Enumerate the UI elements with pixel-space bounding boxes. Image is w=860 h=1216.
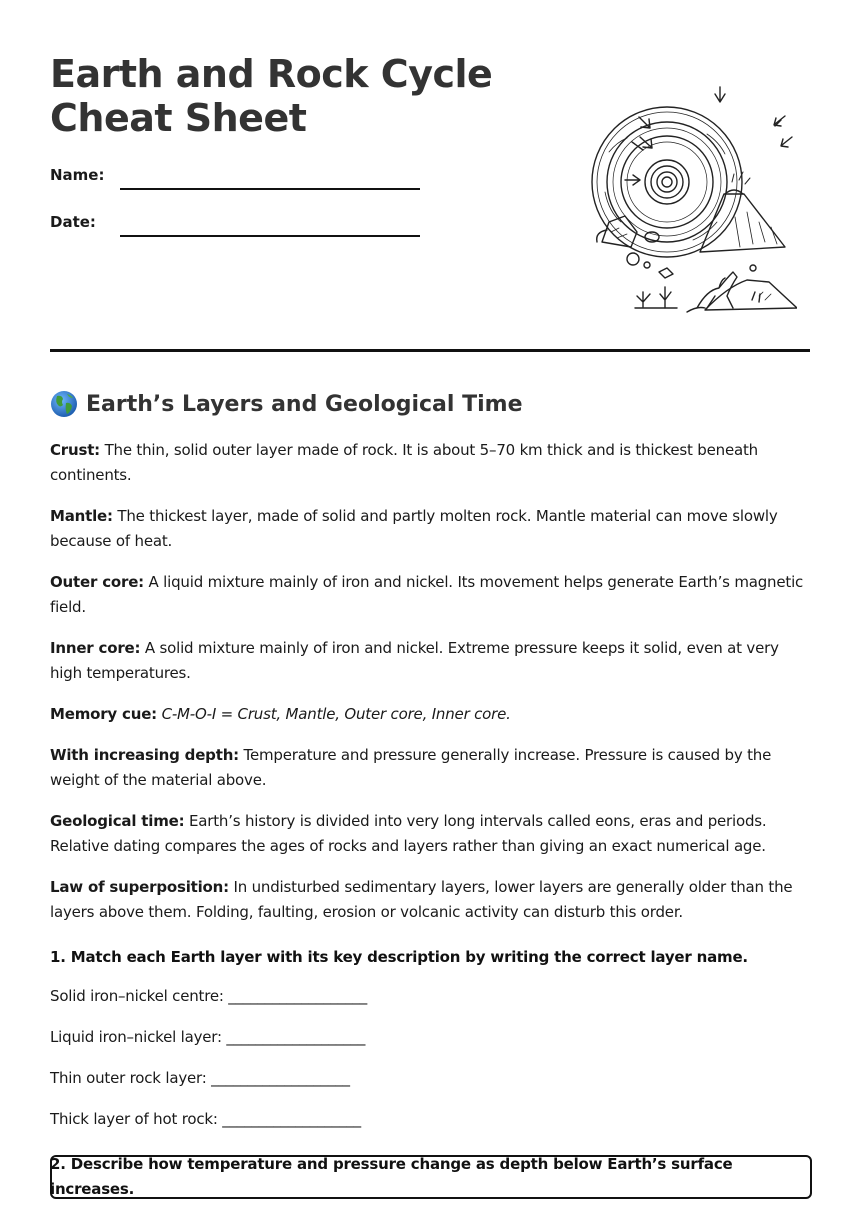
section-heading — [50, 388, 523, 420]
title-line-2: Cheat Sheet — [50, 96, 307, 140]
date-input-line[interactable] — [120, 235, 420, 237]
entry-outer-core — [50, 570, 810, 620]
entry-crust — [50, 438, 810, 488]
entry-term: Outer core: — [50, 573, 144, 591]
entry-text: Earth’s history is divided into very long intervals called eons, eras and periods. Relative dating compares the ages of rocks and layers rather than giving an exact numerical age. — [50, 812, 767, 855]
entry-mantle — [50, 504, 810, 554]
question-1-item[interactable]: Liquid iron–nickel layer: ___________________ — [50, 1028, 366, 1046]
entry-superposition — [50, 875, 810, 925]
entry-term: Mantle: — [50, 507, 113, 525]
question-1-item[interactable]: Thin outer rock layer: ___________________ — [50, 1069, 350, 1087]
question-2-answer-box[interactable] — [50, 1155, 812, 1199]
entry-term: Geological time: — [50, 812, 185, 830]
name-input-line[interactable] — [120, 188, 420, 190]
question-1-item[interactable]: Solid iron–nickel centre: ___________________ — [50, 987, 368, 1005]
entry-geological-time — [50, 809, 810, 859]
entry-text: C-M-O-I = Crust, Mantle, Outer core, Inner core. — [161, 705, 511, 723]
entry-term: Inner core: — [50, 639, 141, 657]
name-field[interactable] — [50, 166, 420, 190]
entry-text: A liquid mixture mainly of iron and nickel. Its movement helps generate Earth’s magnetic field. — [50, 573, 804, 616]
entry-term: Crust: — [50, 441, 100, 459]
entry-inner-core — [50, 636, 810, 686]
entry-text: The thin, solid outer layer made of rock. It is about 5–70 km thick and is thickest beneath continents. — [50, 441, 758, 484]
date-field[interactable] — [50, 213, 420, 237]
entry-text: A solid mixture mainly of iron and nickel. Extreme pressure keeps it solid, even at very high temperatures. — [50, 639, 779, 682]
question-1-item[interactable]: Thick layer of hot rock: ___________________ — [50, 1110, 361, 1128]
entry-increasing-depth — [50, 743, 810, 793]
question-1-prompt: 1. Match each Earth layer with its key description by writing the correct layer name. — [50, 948, 748, 966]
globe-icon — [50, 390, 78, 418]
page-title — [50, 52, 492, 140]
entry-text: The thickest layer, made of solid and partly molten rock. Mantle material can move slowly because of heat. — [50, 507, 778, 550]
name-label: Name: — [50, 166, 105, 184]
entry-text: Temperature and pressure generally increase. Pressure is caused by the weight of the material above. — [50, 746, 772, 789]
entry-term: Memory cue: — [50, 705, 157, 723]
title-line-1: Earth and Rock Cycle — [50, 52, 493, 96]
question-2-prompt: 2. Describe how temperature and pressure change as depth below Earth’s surface increases. — [50, 1155, 733, 1198]
header-divider — [50, 349, 810, 352]
entry-memory-cue — [50, 702, 810, 727]
entry-text: In undisturbed sedimentary layers, lower layers are generally older than the layers above them. Folding, faulting, erosion or volcanic activity can disturb this order. — [50, 878, 793, 921]
layers-content — [50, 438, 810, 1216]
entry-term: With increasing depth: — [50, 746, 239, 764]
earth-layers-illustration — [547, 82, 797, 322]
entry-term: Law of superposition: — [50, 878, 229, 896]
section-heading-text: Earth’s Layers and Geological Time — [86, 391, 523, 417]
date-label: Date: — [50, 213, 96, 231]
